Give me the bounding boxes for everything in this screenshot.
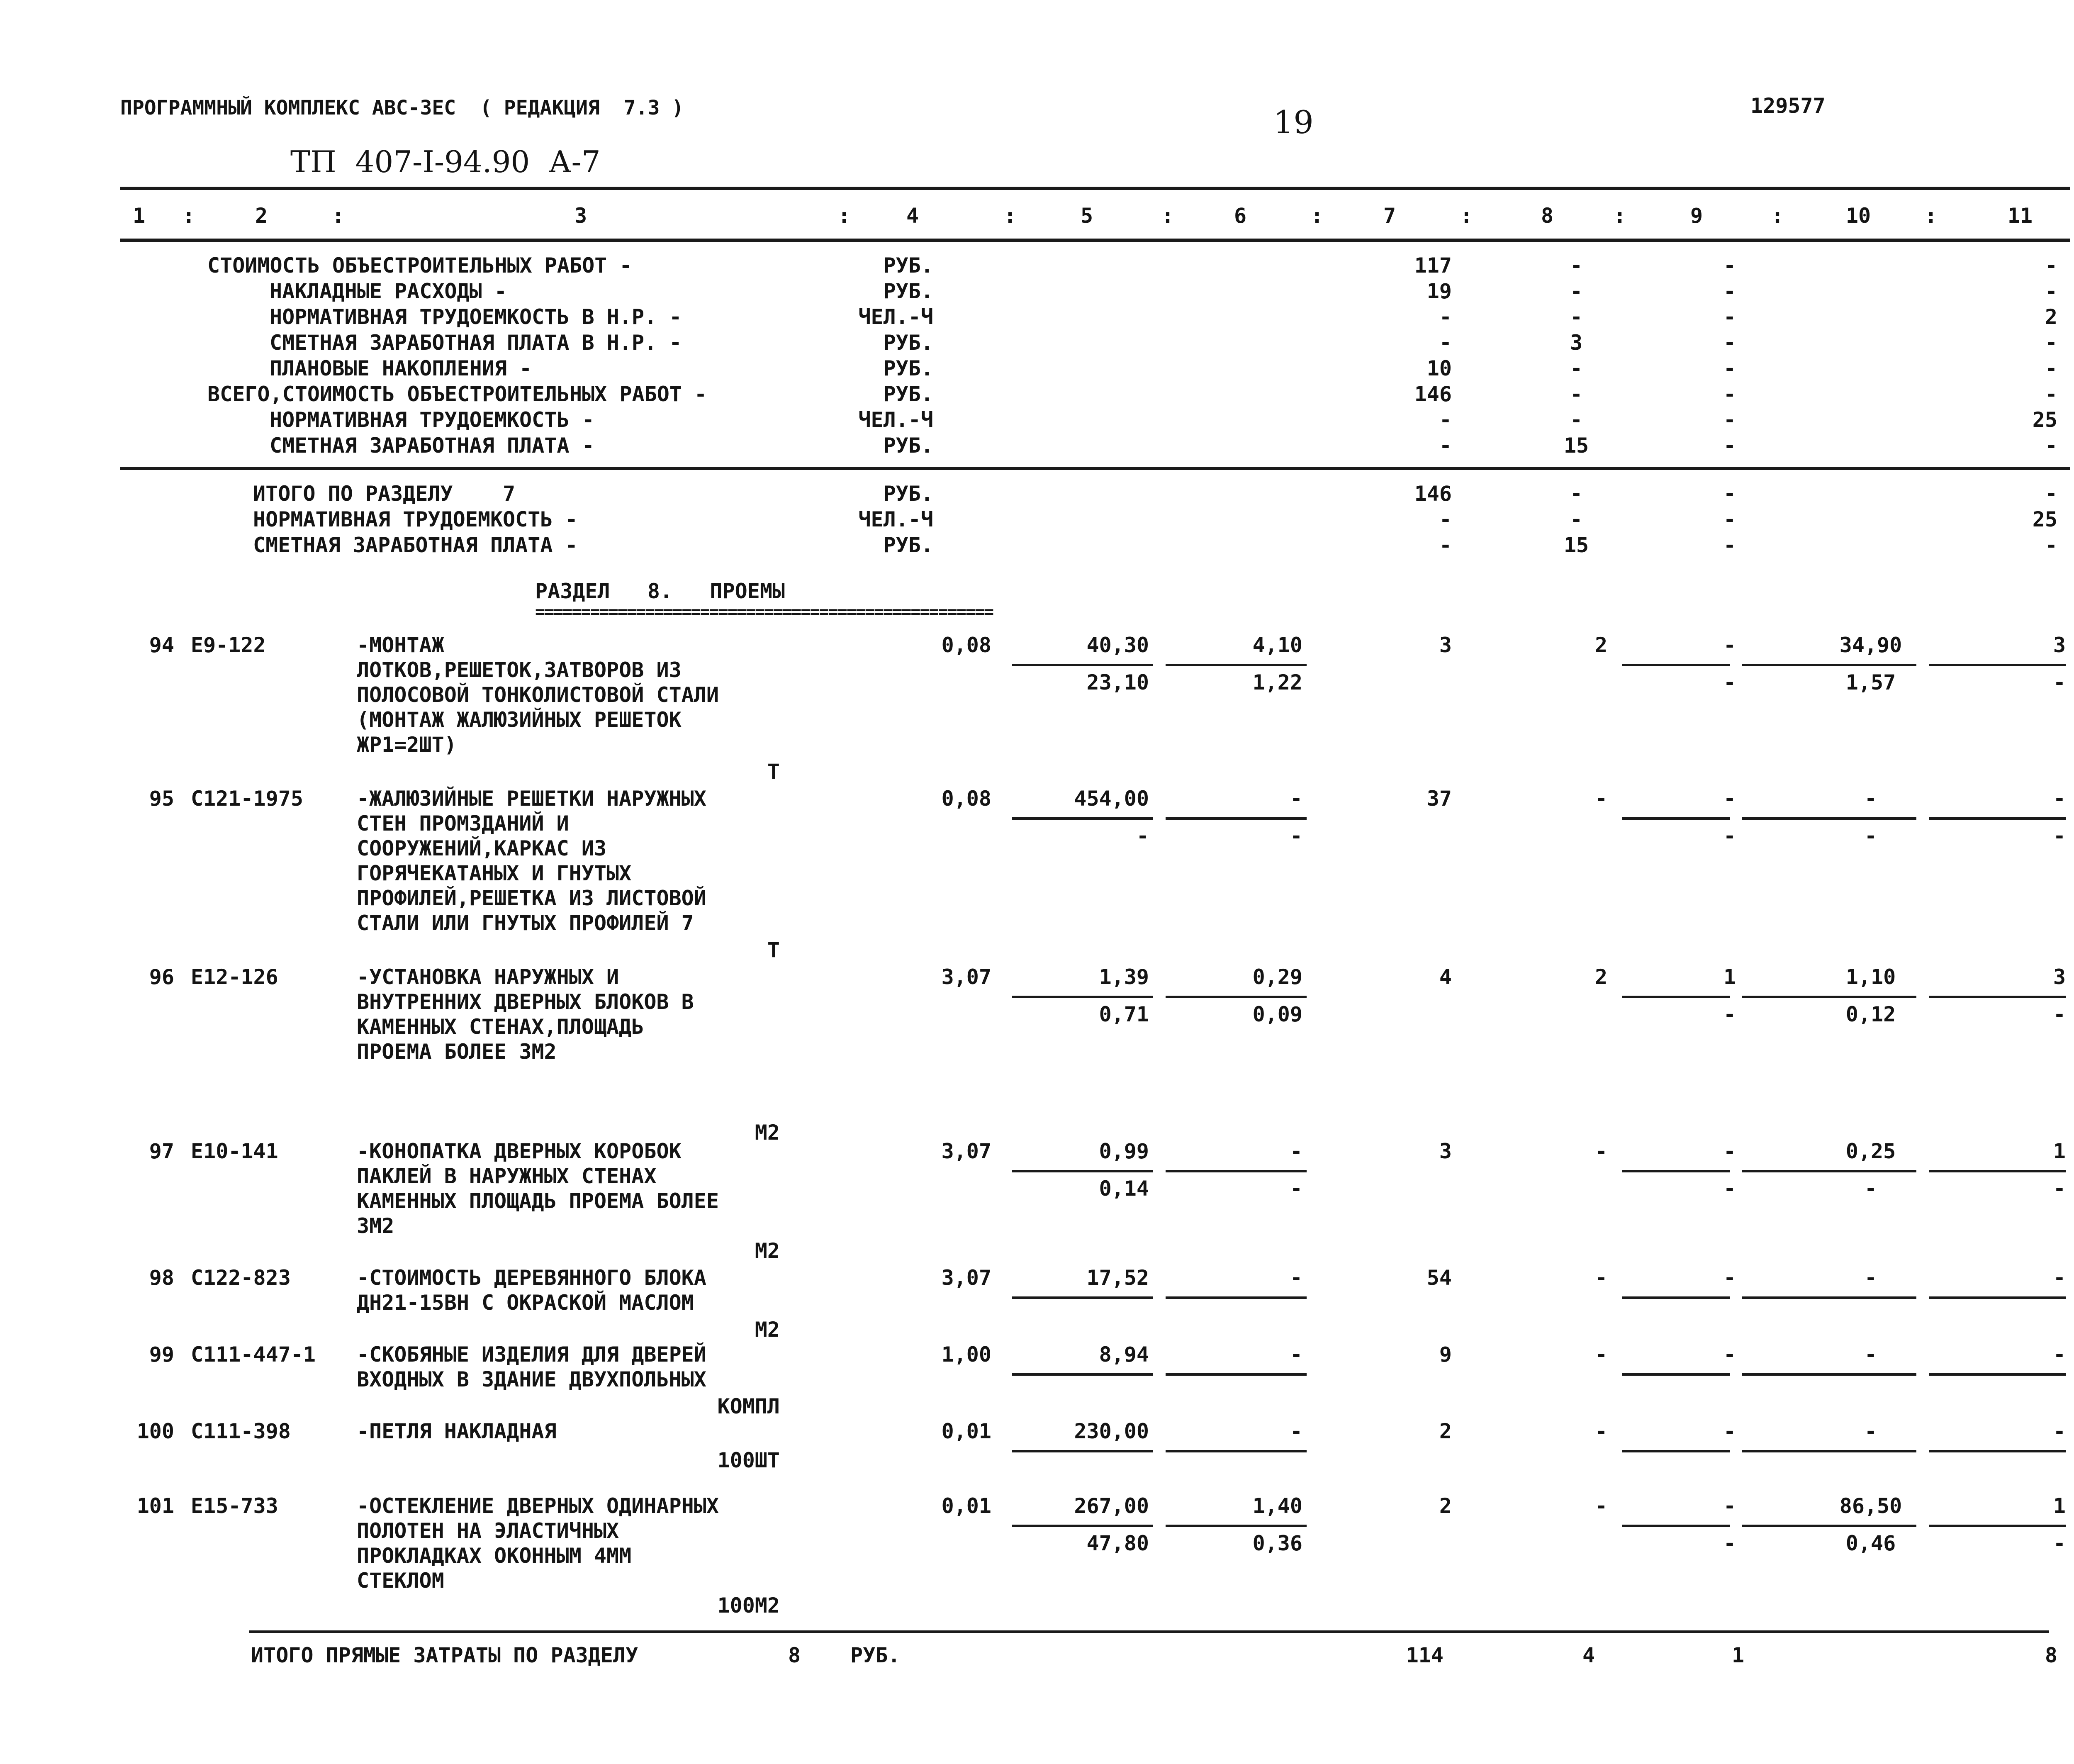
item-number: 100	[136, 1419, 174, 1443]
item-col6: -	[1290, 1266, 1302, 1290]
section-total-col7: -	[1439, 507, 1452, 531]
item-quantity: 0,01	[941, 1494, 991, 1518]
item-col5-wage: -	[1136, 824, 1149, 848]
summary-col7: 117	[1414, 253, 1452, 278]
value-underline	[1012, 1450, 1153, 1452]
item-description-line: СТЕКЛОМ	[357, 1569, 444, 1593]
item-code: Е9-122	[191, 633, 266, 657]
item-number: 96	[149, 965, 174, 989]
item-description-line: ПРОЕМА БОЛЕЕ 3М2	[357, 1040, 557, 1064]
value-underline	[1929, 1373, 2066, 1376]
section-total-label: СМЕТНАЯ ЗАРАБОТНАЯ ПЛАТА -	[253, 533, 578, 557]
item-number: 98	[149, 1266, 174, 1290]
summary-label: НАКЛАДНЫЕ РАСХОДЫ -	[270, 279, 507, 303]
item-col11-wage: -	[2053, 1531, 2066, 1555]
section-title-rule: ==================================================	[535, 602, 993, 621]
summary-col8: -	[1570, 408, 1583, 432]
item-col10-wage: -	[1864, 824, 1877, 848]
item-quantity: 0,08	[941, 633, 991, 657]
summary-col8: -	[1570, 253, 1583, 278]
value-underline	[1166, 1373, 1307, 1376]
item-col6-wage: 0,36	[1252, 1531, 1302, 1555]
section-title: РАЗДЕЛ 8. ПРОЕМЫ	[535, 579, 785, 603]
column-header-7: 7	[1383, 204, 1396, 228]
item-col11-wage: -	[2053, 824, 2066, 848]
summary-col11: -	[2045, 253, 2057, 278]
item-quantity: 0,01	[941, 1419, 991, 1443]
item-col8: 2	[1594, 965, 1608, 989]
summary-col9: -	[1723, 408, 1736, 432]
item-description-line: 3М2	[357, 1214, 394, 1238]
value-underline	[1622, 1296, 1730, 1299]
column-header-9: 9	[1690, 204, 1703, 228]
summary-col7: 146	[1414, 382, 1452, 406]
item-col7: 54	[1426, 1266, 1452, 1290]
item-code: С121-1975	[191, 787, 303, 811]
item-unit: Т	[767, 938, 780, 962]
summary-col9: -	[1723, 305, 1736, 329]
value-underline	[1742, 996, 1916, 998]
section-total-label: ИТОГО ПО РАЗДЕЛУ 7	[253, 482, 516, 506]
item-description-line: ГОРЯЧЕКАТАНЫХ И ГНУТЫХ	[357, 861, 632, 885]
summary-col11: -	[2045, 434, 2057, 458]
value-underline	[1929, 1296, 2066, 1299]
summary-unit: РУБ.	[883, 356, 933, 380]
item-col9: -	[1723, 1494, 1736, 1518]
item-col7: 37	[1426, 787, 1452, 811]
item-col5: 0,99	[1099, 1139, 1149, 1163]
summary-label: ВСЕГО,СТОИМОСТЬ ОБЪЕСТРОИТЕЛЬНЫХ РАБОТ -	[207, 382, 707, 406]
value-underline	[1742, 1525, 1916, 1527]
value-underline	[1622, 996, 1730, 998]
item-col6-wage: 1,22	[1252, 670, 1302, 694]
value-underline	[1012, 996, 1153, 998]
item-col10: -	[1864, 1419, 1877, 1443]
item-col10: -	[1864, 787, 1877, 811]
item-col10-wage: 0,46	[1845, 1531, 1896, 1555]
item-col5-wage: 47,80	[1086, 1531, 1149, 1555]
summary-col11: -	[2045, 279, 2057, 303]
item-col8: -	[1594, 1266, 1608, 1290]
item-col5: 267,00	[1074, 1494, 1149, 1518]
item-col5: 454,00	[1074, 787, 1149, 811]
section-total-col8: -	[1570, 507, 1583, 531]
item-description-line: КАМЕННЫХ ПЛОЩАДЬ ПРОЕМА БОЛЕЕ	[357, 1189, 719, 1213]
section-total-col11: -	[2045, 533, 2057, 557]
value-underline	[1929, 817, 2066, 820]
value-underline	[1742, 1296, 1916, 1299]
item-unit: М2	[755, 1121, 780, 1145]
summary-col7: 19	[1426, 279, 1452, 303]
column-header-1: 1	[132, 204, 146, 228]
item-col8: 2	[1594, 633, 1608, 657]
item-col9: -	[1723, 1139, 1736, 1163]
item-description-line: -ОСТЕКЛЕНИЕ ДВЕРНЫХ ОДИНАРНЫХ	[357, 1494, 719, 1518]
item-col11-wage: -	[2053, 1177, 2066, 1201]
item-unit: М2	[755, 1239, 780, 1263]
column-header-4: 4	[906, 204, 919, 228]
column-separator: :	[332, 204, 345, 228]
item-col6: 4,10	[1252, 633, 1302, 657]
value-underline	[1742, 1170, 1916, 1172]
item-description-line: -МОНТАЖ	[357, 633, 444, 657]
item-quantity: 1,00	[941, 1342, 991, 1367]
value-underline	[1929, 1450, 2066, 1452]
project-code: ТП 407-I-94.90 А-7	[290, 144, 601, 179]
item-description-line: -СТОИМОСТЬ ДЕРЕВЯННОГО БЛОКА	[357, 1266, 706, 1290]
final-total-label: ИТОГО ПРЯМЫЕ ЗАТРАТЫ ПО РАЗДЕЛУ	[251, 1643, 638, 1667]
item-col11: -	[2053, 1342, 2066, 1367]
summary-col11: -	[2045, 382, 2057, 406]
item-col7: 4	[1439, 965, 1452, 989]
final-total-unit: РУБ.	[850, 1643, 901, 1667]
final-total-col9: 1	[1731, 1643, 1745, 1667]
value-underline	[1742, 817, 1916, 820]
summary-col7: -	[1439, 434, 1452, 458]
value-underline	[1929, 1170, 2066, 1172]
summary-col7: 10	[1426, 356, 1452, 380]
item-col9: 1	[1723, 965, 1736, 989]
section-total-col9: -	[1723, 482, 1736, 506]
section-total-unit: РУБ.	[883, 533, 933, 557]
item-col10: 1,10	[1845, 965, 1896, 989]
summary-col11: -	[2045, 356, 2057, 380]
item-description-line: СООРУЖЕНИЙ,КАРКАС ИЗ	[357, 836, 607, 860]
value-underline	[1012, 1170, 1153, 1172]
section-total-col8: 15	[1563, 533, 1589, 557]
item-number: 95	[149, 787, 174, 811]
value-underline	[1929, 664, 2066, 666]
item-col11-wage: -	[2053, 1002, 2066, 1026]
item-col10: -	[1864, 1266, 1877, 1290]
summary-col11: 2	[2045, 305, 2057, 329]
summary-col8: -	[1570, 279, 1583, 303]
item-col5: 8,94	[1099, 1342, 1149, 1367]
item-col9: -	[1723, 633, 1736, 657]
item-col7: 2	[1439, 1419, 1452, 1443]
item-description-line: -ЖАЛЮЗИЙНЫЕ РЕШЕТКИ НАРУЖНЫХ	[357, 787, 706, 811]
item-col9: -	[1723, 1419, 1736, 1443]
item-description-line: -КОНОПАТКА ДВЕРНЫХ КОРОБОК	[357, 1139, 682, 1163]
value-underline	[1166, 1450, 1307, 1452]
column-separator: :	[1004, 204, 1017, 228]
header-top-rule	[120, 187, 2070, 190]
item-col7: 3	[1439, 633, 1452, 657]
item-description-line: ПАКЛЕЙ В НАРУЖНЫХ СТЕНАХ	[357, 1164, 657, 1188]
column-header-6: 6	[1234, 204, 1247, 228]
item-col8: -	[1594, 1419, 1608, 1443]
item-col11-wage: -	[2053, 670, 2066, 694]
value-underline	[1622, 1373, 1730, 1376]
item-code: С111-447-1	[191, 1342, 316, 1367]
program-title: ПРОГРАММНЫЙ КОМПЛЕКС АВС-3ЕС ( РЕДАКЦИЯ 7.3 )	[120, 96, 684, 119]
summary-unit: ЧЕЛ.-Ч	[858, 408, 933, 432]
summary-col8: 3	[1570, 331, 1583, 355]
summary-label: СМЕТНАЯ ЗАРАБОТНАЯ ПЛАТА -	[270, 434, 594, 458]
section-total-col9: -	[1723, 507, 1736, 531]
item-number: 99	[149, 1342, 174, 1367]
item-col6: 1,40	[1252, 1494, 1302, 1518]
item-col5: 1,39	[1099, 965, 1149, 989]
item-code: Е10-141	[191, 1139, 278, 1163]
summary-unit: РУБ.	[883, 434, 933, 458]
value-underline	[1742, 1450, 1916, 1452]
item-col5: 230,00	[1074, 1419, 1149, 1443]
item-col10-wage: 0,12	[1845, 1002, 1896, 1026]
item-col9-wage: -	[1723, 1177, 1736, 1201]
value-underline	[1012, 1373, 1153, 1376]
item-description-line: ПОЛОТЕН НА ЭЛАСТИЧНЫХ	[357, 1519, 619, 1543]
summary-col8: -	[1570, 356, 1583, 380]
value-underline	[1166, 817, 1307, 820]
item-col6: 0,29	[1252, 965, 1302, 989]
item-col11: -	[2053, 1419, 2066, 1443]
item-col6: -	[1290, 1419, 1302, 1443]
page-number: 19	[1273, 104, 1314, 141]
item-col7: 3	[1439, 1139, 1452, 1163]
item-col5-wage: 23,10	[1086, 670, 1149, 694]
value-underline	[1622, 1170, 1730, 1172]
item-description-line: ПОЛОСОВОЙ ТОНКОЛИСТОВОЙ СТАЛИ	[357, 683, 719, 707]
item-col10-wage: -	[1864, 1177, 1877, 1201]
item-col11: 1	[2053, 1494, 2066, 1518]
column-separator: :	[1614, 204, 1626, 228]
column-header-8: 8	[1541, 204, 1554, 228]
item-description-line: ВНУТРЕННИХ ДВЕРНЫХ БЛОКОВ В	[357, 990, 694, 1014]
item-col6: -	[1290, 1139, 1302, 1163]
summary-label: СТОИМОСТЬ ОБЪЕСТРОИТЕЛЬНЫХ РАБОТ -	[207, 253, 632, 278]
value-underline	[1742, 664, 1916, 666]
item-col9-wage: -	[1723, 670, 1736, 694]
value-underline	[1012, 1525, 1153, 1527]
item-col6-wage: -	[1290, 824, 1302, 848]
item-unit: М2	[755, 1318, 780, 1342]
summary-unit: РУБ.	[883, 279, 933, 303]
item-col6-wage: -	[1290, 1177, 1302, 1201]
column-separator: :	[1771, 204, 1784, 228]
item-col9: -	[1723, 1266, 1736, 1290]
item-description-line: -ПЕТЛЯ НАКЛАДНАЯ	[357, 1419, 557, 1443]
summary-unit: РУБ.	[883, 331, 933, 355]
value-underline	[1742, 1373, 1916, 1376]
item-unit: 100М2	[717, 1593, 780, 1618]
item-number: 101	[136, 1494, 174, 1518]
item-col8: -	[1594, 1494, 1608, 1518]
summary-col9: -	[1723, 434, 1736, 458]
item-col11: 1	[2053, 1139, 2066, 1163]
item-col7: 9	[1439, 1342, 1452, 1367]
section-total-col11: 25	[2032, 507, 2057, 531]
summary-col8: -	[1570, 382, 1583, 406]
value-underline	[1622, 1450, 1730, 1452]
item-quantity: 3,07	[941, 965, 991, 989]
value-underline	[1622, 1525, 1730, 1527]
final-total-col11: 8	[2045, 1643, 2057, 1667]
item-col8: -	[1594, 1342, 1608, 1367]
item-col11: 3	[2053, 965, 2066, 989]
summary-col9: -	[1723, 279, 1736, 303]
item-col7: 2	[1439, 1494, 1452, 1518]
final-total-col7: 114	[1406, 1643, 1444, 1667]
section-total-col9: -	[1723, 533, 1736, 557]
column-header-3: 3	[574, 204, 587, 228]
item-col10: -	[1864, 1342, 1877, 1367]
item-col11: -	[2053, 787, 2066, 811]
final-total-section: 8	[788, 1643, 801, 1667]
summary-unit: РУБ.	[883, 382, 933, 406]
value-underline	[1929, 1525, 2066, 1527]
summary-col9: -	[1723, 382, 1736, 406]
item-col6: -	[1290, 787, 1302, 811]
item-number: 97	[149, 1139, 174, 1163]
summary-unit: РУБ.	[883, 253, 933, 278]
section-total-col8: -	[1570, 482, 1583, 506]
item-description-line: ЛОТКОВ,РЕШЕТОК,ЗАТВОРОВ ИЗ	[357, 658, 682, 682]
item-code: С122-823	[191, 1266, 291, 1290]
value-underline	[1012, 1296, 1153, 1299]
item-quantity: 3,07	[941, 1139, 991, 1163]
section-total-unit: РУБ.	[883, 482, 933, 506]
value-underline	[1012, 817, 1153, 820]
column-separator: :	[1925, 204, 1938, 228]
item-unit: КОМПЛ	[717, 1394, 780, 1418]
value-underline	[1929, 996, 2066, 998]
item-col9-wage: -	[1723, 824, 1736, 848]
item-description-line: -СКОБЯНЫЕ ИЗДЕЛИЯ ДЛЯ ДВЕРЕЙ	[357, 1342, 706, 1367]
summary-separator	[120, 467, 2070, 470]
summary-col11: -	[2045, 331, 2057, 355]
summary-col8: -	[1570, 305, 1583, 329]
summary-label: НОРМАТИВНАЯ ТРУДОЕМКОСТЬ -	[270, 408, 594, 432]
summary-col11: 25	[2032, 408, 2057, 432]
item-col8: -	[1594, 1139, 1608, 1163]
item-col10: 0,25	[1845, 1139, 1896, 1163]
summary-col9: -	[1723, 356, 1736, 380]
item-col9-wage: -	[1723, 1531, 1736, 1555]
value-underline	[1012, 664, 1153, 666]
value-underline	[1166, 1525, 1307, 1527]
column-separator: :	[1161, 204, 1174, 228]
item-col10: 86,50	[1839, 1494, 1902, 1518]
section-total-col7: -	[1439, 533, 1452, 557]
document-code: 129577	[1750, 94, 1826, 118]
item-description-line: КАМЕННЫХ СТЕНАХ,ПЛОЩАДЬ	[357, 1015, 644, 1039]
final-rule	[249, 1630, 2049, 1633]
item-quantity: 3,07	[941, 1266, 991, 1290]
summary-unit: ЧЕЛ.-Ч	[858, 305, 933, 329]
summary-col7: -	[1439, 305, 1452, 329]
item-number: 94	[149, 633, 174, 657]
column-separator: :	[1311, 204, 1324, 228]
column-separator: :	[1460, 204, 1473, 228]
value-underline	[1166, 1296, 1307, 1299]
final-total-col8: 4	[1582, 1643, 1595, 1667]
item-col5: 17,52	[1086, 1266, 1149, 1290]
item-col9-wage: -	[1723, 1002, 1736, 1026]
summary-col8: 15	[1563, 434, 1589, 458]
item-code: Е15-733	[191, 1494, 278, 1518]
item-col6-wage: 0,09	[1252, 1002, 1302, 1026]
value-underline	[1622, 664, 1730, 666]
value-underline	[1166, 996, 1307, 998]
header-bottom-rule	[120, 239, 2070, 242]
item-description-line: ПРОКЛАДКАХ ОКОННЫМ 4ММ	[357, 1544, 632, 1568]
column-header-5: 5	[1080, 204, 1093, 228]
item-unit: Т	[767, 760, 780, 784]
item-col10: 34,90	[1839, 633, 1902, 657]
item-col8: -	[1594, 787, 1608, 811]
item-col5-wage: 0,71	[1099, 1002, 1149, 1026]
value-underline	[1622, 817, 1730, 820]
column-separator: :	[183, 204, 195, 228]
item-col5: 40,30	[1086, 633, 1149, 657]
item-description-line: СТАЛИ ИЛИ ГНУТЫХ ПРОФИЛЕЙ 7	[357, 911, 694, 935]
summary-label: ПЛАНОВЫЕ НАКОПЛЕНИЯ -	[270, 356, 532, 380]
section-total-label: НОРМАТИВНАЯ ТРУДОЕМКОСТЬ -	[253, 507, 578, 531]
column-header-10: 10	[1845, 204, 1871, 228]
item-description-line: (МОНТАЖ ЖАЛЮЗИЙНЫХ РЕШЕТОК	[357, 708, 682, 732]
section-total-col11: -	[2045, 482, 2057, 506]
item-description-line: ПРОФИЛЕЙ,РЕШЕТКА ИЗ ЛИСТОВОЙ	[357, 886, 706, 910]
summary-col9: -	[1723, 253, 1736, 278]
item-quantity: 0,08	[941, 787, 991, 811]
item-col11: 3	[2053, 633, 2066, 657]
summary-col7: -	[1439, 331, 1452, 355]
column-header-2: 2	[255, 204, 268, 228]
section-total-col7: 146	[1414, 482, 1452, 506]
summary-label: СМЕТНАЯ ЗАРАБОТНАЯ ПЛАТА В Н.Р. -	[270, 331, 682, 355]
item-code: Е12-126	[191, 965, 278, 989]
item-col11: -	[2053, 1266, 2066, 1290]
item-description-line: ВХОДНЫХ В ЗДАНИЕ ДВУХПОЛЬНЫХ	[357, 1367, 706, 1391]
column-separator: :	[838, 204, 851, 228]
item-description-line: ЖР1=2ШТ)	[357, 733, 457, 757]
item-col6: -	[1290, 1342, 1302, 1367]
item-col10-wage: 1,57	[1845, 670, 1896, 694]
column-header-11: 11	[2007, 204, 2033, 228]
item-description-line: СТЕН ПРОМЗДАНИЙ И	[357, 811, 569, 836]
value-underline	[1166, 664, 1307, 666]
item-col9: -	[1723, 1342, 1736, 1367]
summary-col7: -	[1439, 408, 1452, 432]
item-description-line: -УСТАНОВКА НАРУЖНЫХ И	[357, 965, 619, 989]
item-unit: 100ШТ	[717, 1448, 780, 1472]
section-total-unit: ЧЕЛ.-Ч	[858, 507, 933, 531]
summary-label: НОРМАТИВНАЯ ТРУДОЕМКОСТЬ В Н.Р. -	[270, 305, 682, 329]
summary-col9: -	[1723, 331, 1736, 355]
item-description-line: ДН21-15ВН С ОКРАСКОЙ МАСЛОМ	[357, 1291, 694, 1315]
item-col9: -	[1723, 787, 1736, 811]
value-underline	[1166, 1170, 1307, 1172]
item-code: С111-398	[191, 1419, 291, 1443]
item-col5-wage: 0,14	[1099, 1177, 1149, 1201]
